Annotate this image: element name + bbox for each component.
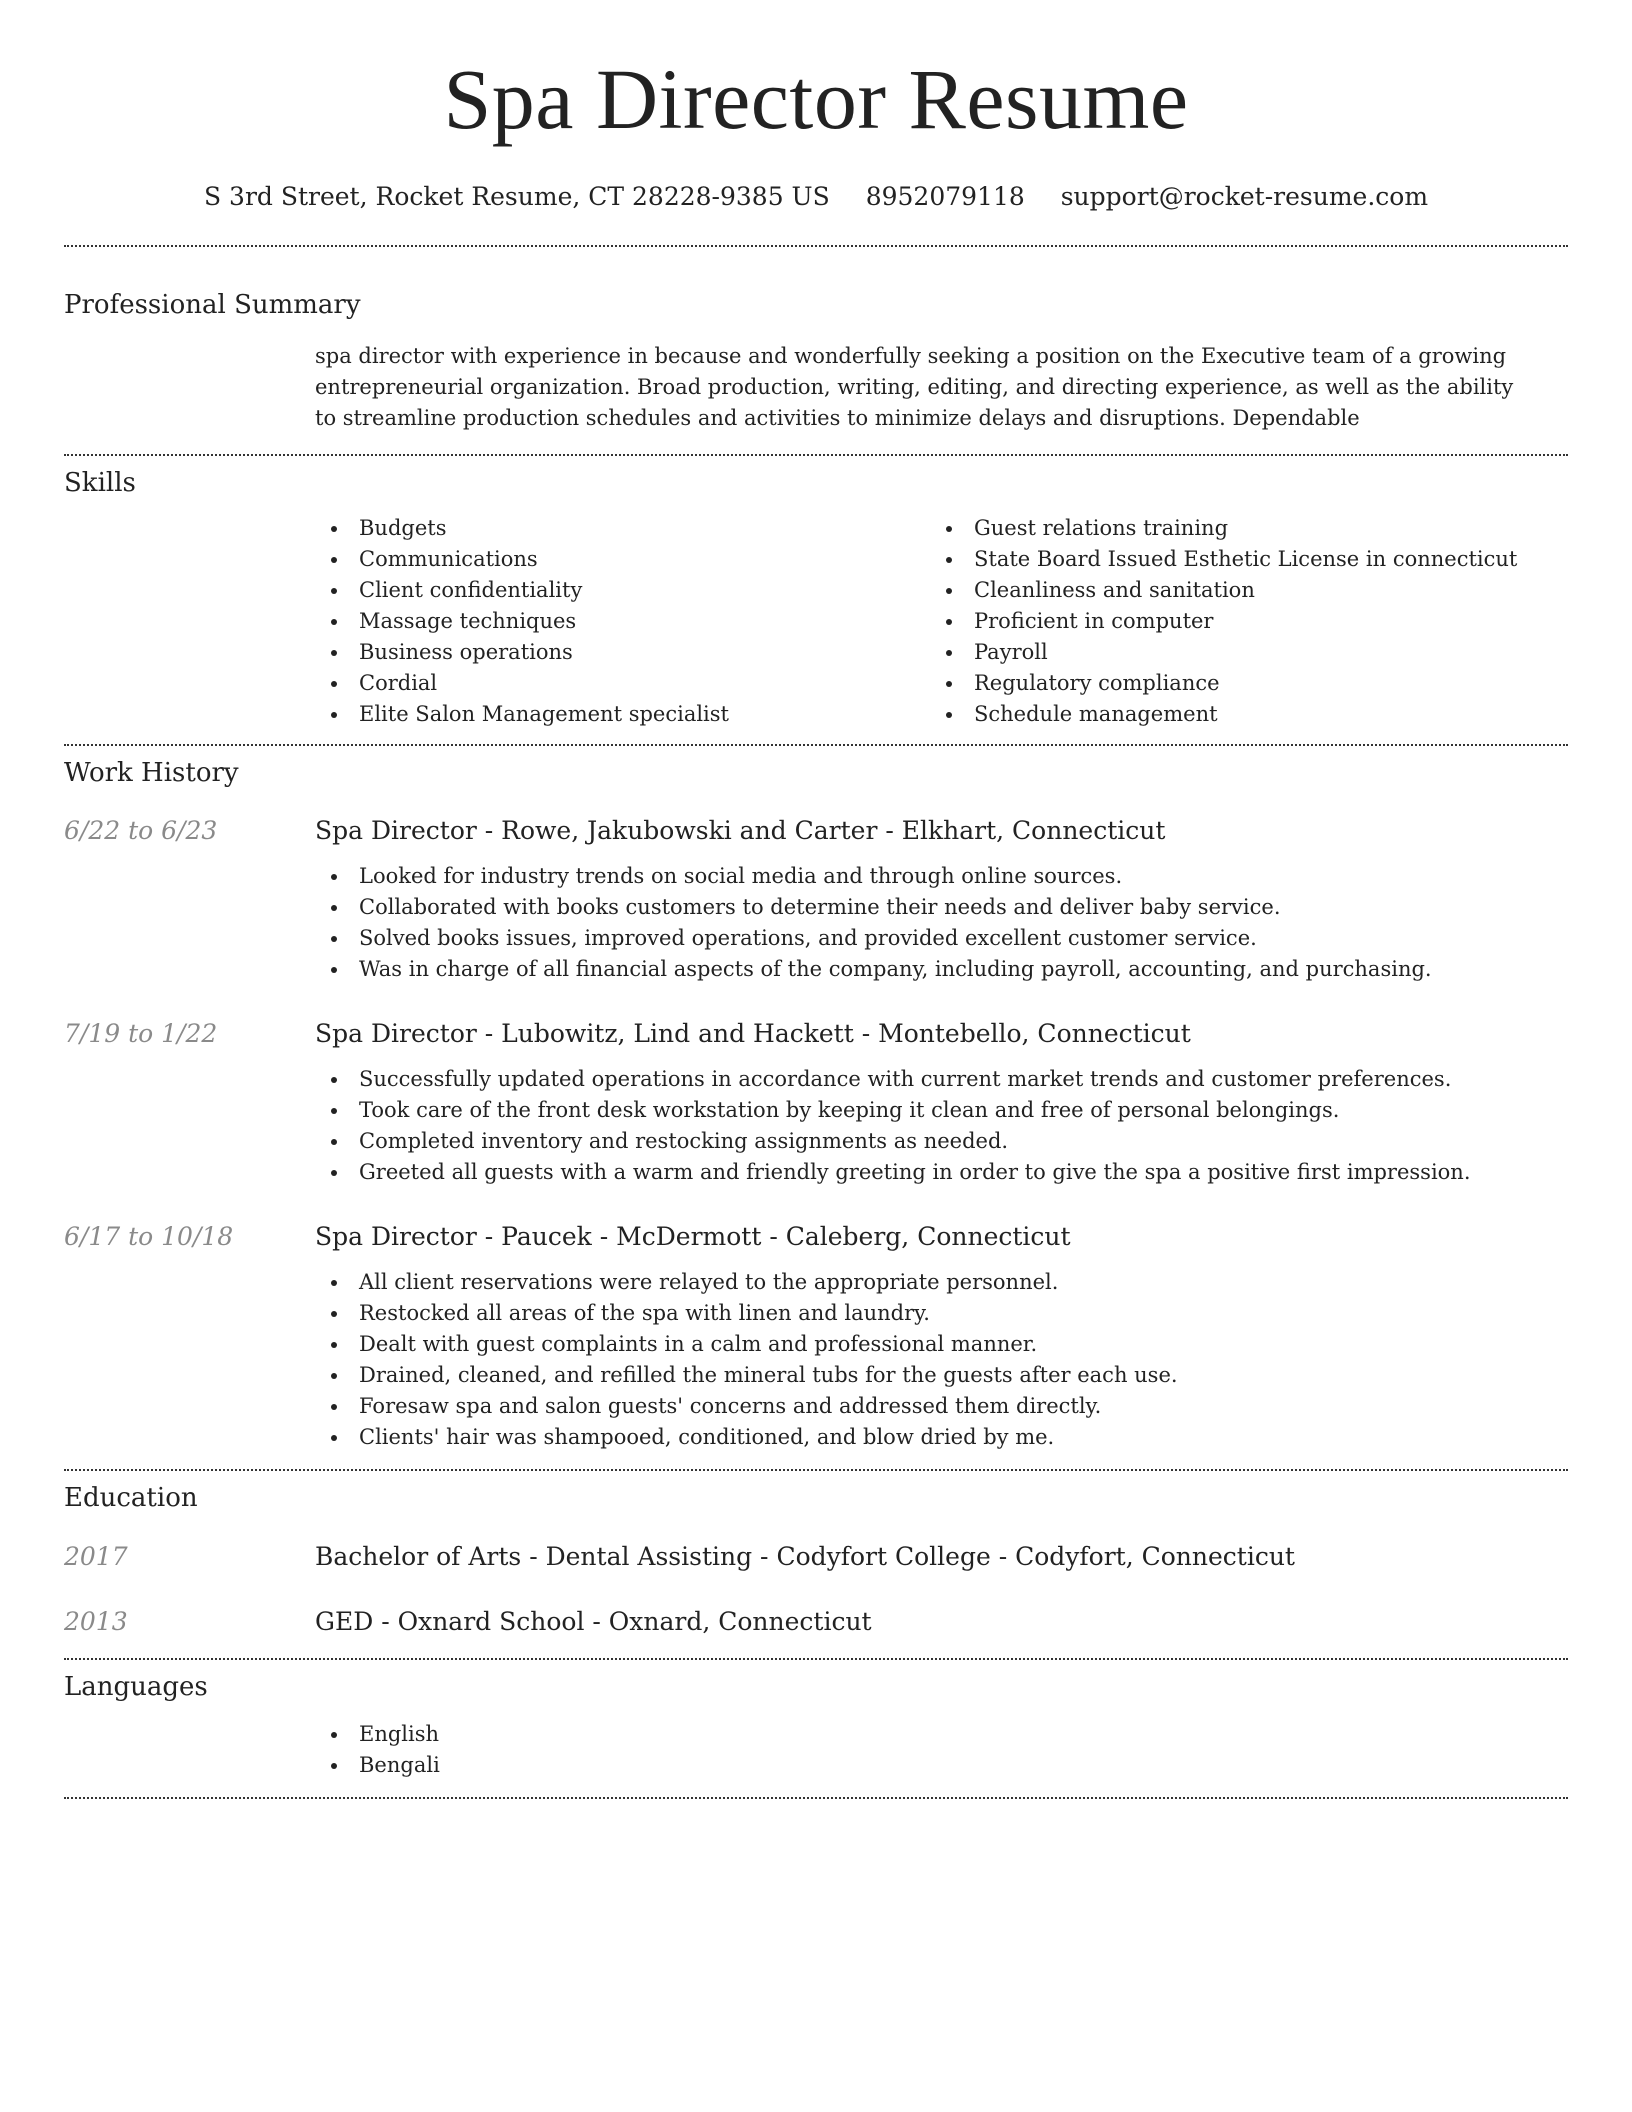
duty-item: Greeted all guests with a warm and friendly greeting in order to give the spa a positive first impression. <box>315 1157 1568 1188</box>
skill-item: State Board Issued Esthetic License in connecticut <box>930 544 1545 575</box>
skill-item: Communications <box>315 544 930 575</box>
language-item: Bengali <box>315 1750 1568 1781</box>
job-dates: 7/19 to 1/22 <box>64 1018 218 1048</box>
divider <box>64 1797 1568 1799</box>
education-year: 2013 <box>64 1606 128 1636</box>
resume-page <box>64 0 1568 1799</box>
duty-item: Foresaw spa and salon guests' concerns and addressed them directly. <box>315 1391 1568 1422</box>
duty-item: Solved books issues, improved operations, and provided excellent customer service. <box>315 923 1568 954</box>
job-header <box>64 1019 1568 1048</box>
job-entry <box>64 816 1568 985</box>
job-dates: 6/17 to 10/18 <box>64 1221 234 1251</box>
divider <box>64 1469 1568 1471</box>
job-title: Spa Director - Rowe, Jakubowski and Carter - Elkhart, Connecticut <box>315 815 1166 845</box>
email: support@rocket-resume.com <box>1060 182 1429 211</box>
section-heading-education: Education <box>64 1482 198 1513</box>
duty-item: Drained, cleaned, and refilled the mineral tubs for the guests after each use. <box>315 1360 1568 1391</box>
job-header <box>64 1222 1568 1251</box>
summary-text: spa director with experience in because and wonderfully seeking a position on the Executive team of a growing entrepreneurial organization. Broad production, writing, editing, and directing experience, as well as the ability to streamline production schedules and activities to minimize delays and disruptions. Dependable <box>315 344 1514 431</box>
skill-item: Elite Salon Management specialist <box>315 699 930 730</box>
duty-item: Completed inventory and restocking assignments as needed. <box>315 1126 1568 1157</box>
job-dates: 6/22 to 6/23 <box>64 815 218 845</box>
skills-column-right <box>930 513 1545 730</box>
job-duties <box>315 861 1568 985</box>
skill-item: Client confidentiality <box>315 575 930 606</box>
skill-item: Massage techniques <box>315 606 930 637</box>
skill-item: Cleanliness and sanitation <box>930 575 1545 606</box>
job-entry <box>64 1019 1568 1188</box>
divider <box>64 245 1568 247</box>
skill-item: Payroll <box>930 637 1545 668</box>
contact-line <box>64 182 1568 212</box>
duty-item: Successfully updated operations in accordance with current market trends and customer preferences. <box>315 1064 1568 1095</box>
section-heading-skills: Skills <box>64 468 136 499</box>
section-heading-work: Work History <box>64 758 239 789</box>
skill-item: Guest relations training <box>930 513 1545 544</box>
duty-item: Took care of the front desk workstation by keeping it clean and free of personal belongings. <box>315 1095 1568 1126</box>
education-entry <box>64 1607 1568 1636</box>
education-title: GED - Oxnard School - Oxnard, Connecticut <box>315 1606 872 1636</box>
job-duties <box>315 1267 1568 1453</box>
duty-item: Looked for industry trends on social media and through online sources. <box>315 861 1568 892</box>
job-header <box>64 816 1568 845</box>
languages-list <box>315 1719 1568 1781</box>
job-title: Spa Director - Paucek - McDermott - Caleberg, Connecticut <box>315 1221 1071 1251</box>
skill-item: Budgets <box>315 513 930 544</box>
language-item: English <box>315 1719 1568 1750</box>
skill-item: Regulatory compliance <box>930 668 1545 699</box>
job-title: Spa Director - Lubowitz, Lind and Hackett - Montebello, Connecticut <box>315 1018 1191 1048</box>
skills-list <box>315 513 1568 730</box>
skill-item: Business operations <box>315 637 930 668</box>
skills-column-left <box>315 513 930 730</box>
education-year: 2017 <box>64 1541 128 1571</box>
duty-item: Restocked all areas of the spa with linen and laundry. <box>315 1298 1568 1329</box>
duty-item: Dealt with guest complaints in a calm and professional manner. <box>315 1329 1568 1360</box>
section-heading-languages: Languages <box>64 1671 208 1702</box>
job-duties <box>315 1064 1568 1188</box>
duty-item: Collaborated with books customers to determine their needs and deliver baby service. <box>315 892 1568 923</box>
duty-item: All client reservations were relayed to the appropriate personnel. <box>315 1267 1568 1298</box>
duty-item: Was in charge of all financial aspects of the company, including payroll, accounting, and purchasing. <box>315 954 1568 985</box>
skill-item: Proficient in computer <box>930 606 1545 637</box>
education-title: Bachelor of Arts - Dental Assisting - Codyfort College - Codyfort, Connecticut <box>315 1541 1295 1571</box>
divider <box>64 454 1568 456</box>
resume-title: Spa Director Resume <box>443 51 1189 147</box>
phone: 8952079118 <box>865 182 1025 211</box>
divider <box>64 1658 1568 1660</box>
education-entry <box>64 1542 1568 1571</box>
divider <box>64 744 1568 746</box>
skill-item: Cordial <box>315 668 930 699</box>
address: S 3rd Street, Rocket Resume, CT 28228-9385 US <box>203 182 830 211</box>
section-heading-summary: Professional Summary <box>64 290 361 320</box>
job-entry <box>64 1222 1568 1453</box>
duty-item: Clients' hair was shampooed, conditioned, and blow dried by me. <box>315 1422 1568 1453</box>
skill-item: Schedule management <box>930 699 1545 730</box>
